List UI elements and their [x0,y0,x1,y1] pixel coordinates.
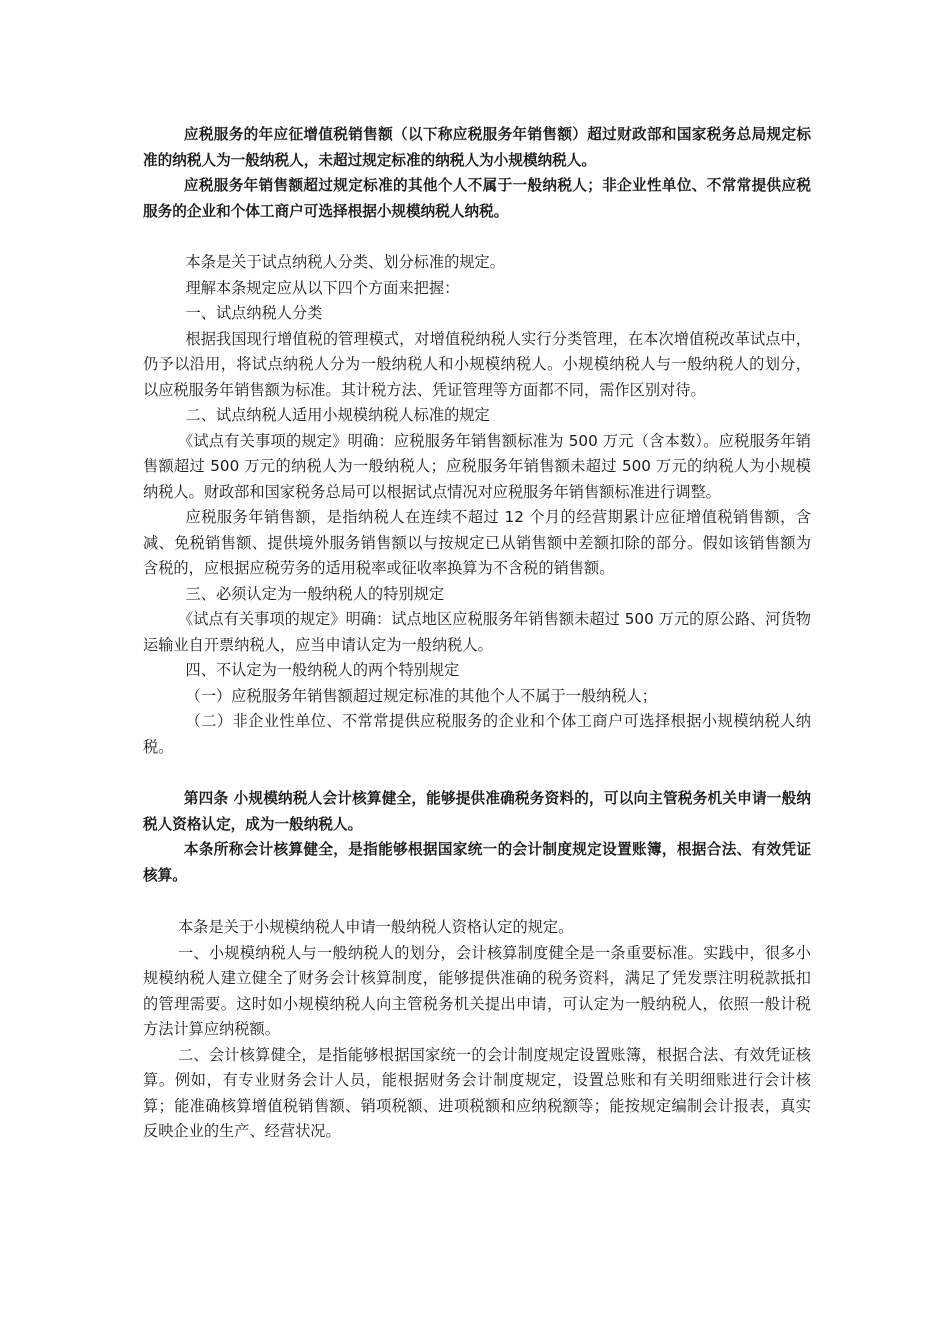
article-text-bold: 应税服务年销售额超过规定标准的其他个人不属于一般纳税人；非企业性单位、不常常提供应税服务的企业和个体工商户可选择根据小规模纳税人纳税。 [143,177,811,220]
paragraph: 二、会计核算健全，是指能够根据国家统一的会计制度规定设置账簿，根据合法、有效凭证核算。例如，有专业财务会计人员，能根据财务会计制度规定，设置总账和有关明细账进行会计核算；能准确核算增值税销售额、销项税额、进项税额和应纳税额等；能按规定编制会计报表，真实反映企业的生产、经营状况。 [143,1045,811,1140]
section-heading: 四、不认定为一般纳税人的两个特别规定 [185,661,460,679]
section-heading: 三、必须认定为一般纳税人的特别规定 [185,584,445,603]
list-item: （二）非企业性单位、不常常提供应税服务的企业和个体工商户可选择根据小规模纳税人纳税。 [143,712,811,756]
paragraph: 应税服务年销售额，是指纳税人在连续不超过 12 个月的经营期累计应征增值税销售额，含减、免税销售额、提供境外服务销售额以与按规定已从销售额中差额扣除的部分。假如该销售额为含税的，应根据应税劳务的适用税率或征收率换算为不含税的销售额。 [143,508,811,577]
article-text-bold: 本条所称会计核算健全，是指能够根据国家统一的会计制度规定设置账簿，根据合法、有效凭证核算。 [143,841,811,884]
document-page [143,122,811,1145]
paragraph: 理解本条规定应从以下四个方面来把握： [185,278,460,297]
paragraph: 本条是关于小规模纳税人申请一般纳税人资格认定的规定。 [177,918,574,936]
article-title-bold: 第四条 小规模纳税人会计核算健全，能够提供准确税务资料的，可以向主管税务机关申请一般纳税人资格认定，成为一般纳税人。 [143,790,811,833]
section-heading: 一、试点纳税人分类 [185,304,323,322]
section-heading: 二、试点纳税人适用小规模纳税人标准的规定 [185,406,490,424]
paragraph: 本条是关于试点纳税人分类、划分标准的规定。 [185,253,505,271]
paragraph: 一、小规模纳税人与一般纳税人的划分，会计核算制度健全是一条重要标准。实践中，很多小规模纳税人建立健全了财务会计核算制度，能够提供准确的税务资料，满足了凭发票注明税款抵扣的管理需要。这时如小规模纳税人向主管税务机关提出申请，可认定为一般纳税人，依照一般计税方法计算应纳税额。 [143,943,811,1038]
spacer [143,224,811,250]
list-item: （一）应税服务年销售额超过规定标准的其他个人不属于一般纳税人； [185,686,657,705]
spacer [143,760,811,786]
spacer [143,888,811,915]
paragraph: 《试点有关事项的规定》明确：应税服务年销售额标准为 500 万元（含本数）。应税服务年销售额超过 500 万元的纳税人为一般纳税人；应税服务年销售额未超过 500 万元的纳税人为小规模纳税人。财政部和国家税务总局可以根据试点情况对应税服务年销售额标准进行调整。 [143,431,811,501]
paragraph: 根据我国现行增值税的管理模式，对增值税纳税人实行分类管理，在本次增值税改革试点中，仍予以沿用，将试点纳税人分为一般纳税人和小规模纳税人。小规模纳税人与一般纳税人的划分，以应税服务年销售额为标准。其计税方法、凭证管理等方面都不同，需作区别对待。 [143,329,811,399]
article-text-bold: 应税服务的年应征增值税销售额（以下称应税服务年销售额）超过财政部和国家税务总局规定标准的纳税人为一般纳税人，未超过规定标准的纳税人为小规模纳税人。 [143,126,811,169]
paragraph: 《试点有关事项的规定》明确：试点地区应税服务年销售额未超过 500 万元的原公路、河货物运输业自开票纳税人，应当申请认定为一般纳税人。 [143,610,811,654]
